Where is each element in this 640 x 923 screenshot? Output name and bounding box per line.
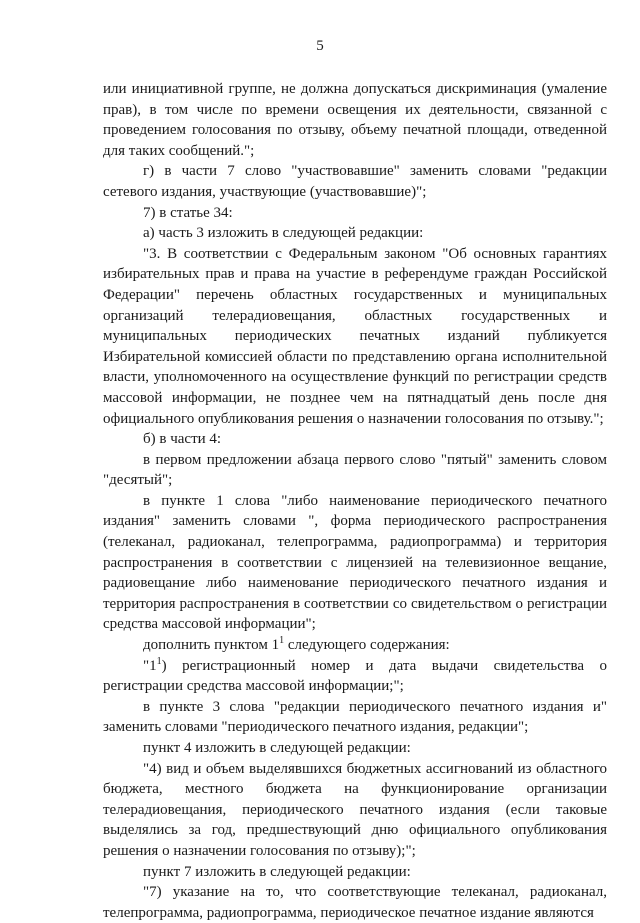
page-number: 5 bbox=[316, 38, 324, 54]
paragraph: б) в части 4: bbox=[143, 431, 222, 448]
paragraph: или инициативной группе, не должна допускаться дискриминация (умаление прав), в том числе по времени освещения их деятельности, связанной с проведением голосования по отзыву, объему печатной площади, отведенной для таких сообщений."; bbox=[103, 81, 607, 159]
paragraph: пункт 4 изложить в следующей редакции: bbox=[143, 740, 411, 756]
text-run: следующего содержания: bbox=[284, 637, 450, 654]
document-body bbox=[103, 79, 607, 923]
paragraph: в первом предложении абзаца первого слово "пятый" заменить словом "десятый"; bbox=[103, 451, 607, 489]
paragraph: в пункте 1 слова "либо наименование периодического печатного издания" заменить словами ", форма периодического распространения (телеканал, радиоканал, телепрограмма, радиопрограмма) и территория распространения в соответствии с лицензией на телевизионное вещание, радиовещание либо наименование периодического печатного издания и территория распространения в соответствии со свидетельством о регистрации средства массовой информации"; bbox=[103, 492, 607, 633]
paragraph: а) часть 3 изложить в следующей редакции: bbox=[143, 225, 424, 242]
paragraph: г) в части 7 слово "участвовавшие" заменить словами "редакции сетевого издания, участвующие (участвовавшие)"; bbox=[103, 163, 607, 200]
text-run: ) регистрационный номер и дата выдачи свидетельства о регистрации средства массовой информации;"; bbox=[103, 657, 607, 695]
paragraph: пункт 7 изложить в следующей редакции: bbox=[143, 863, 411, 880]
paragraph bbox=[103, 635, 607, 656]
paragraph: "3. В соответствии с Федеральным законом "Об основных гарантиях избирательных прав и права на участие в референдуме граждан Российской Федерации" перечень областных государственных и муниципальных организаций телерадиовещания, областных государственных и муниципальных периодических печатных изданий публикуется Избирательной комиссией области по представлению органа исполнительной власти, уполномоченного на осуществление функций по регистрации средств массовой информации, не позднее чем на пятнадцатый день после дня официального опубликования решения о назначении голосования по отзыву."; bbox=[103, 245, 607, 427]
superscript: 1 bbox=[156, 655, 162, 667]
paragraph: "7) указание на то, что соответствующие телеканал, радиоканал, телепрограмма, радиопрограмма, периодическое печатное издание являются bbox=[103, 884, 607, 921]
paragraph: "4) вид и объем выделявшихся бюджетных ассигнований из областного бюджета, местного бюджета на функционирование организации телерадиовещания, периодического печатного издания (если таковые выделялись за год, предшествующий дню официального опубликования решения о назначении голосования по отзыву);"; bbox=[103, 760, 607, 859]
superscript: 1 bbox=[279, 635, 285, 647]
text-run: дополнить пунктом 1 bbox=[143, 637, 280, 654]
text-run: "1 bbox=[143, 657, 157, 674]
paragraph bbox=[103, 656, 607, 697]
paragraph: в пункте 3 слова "редакции периодического печатного издания и" заменить словами "периодического печатного издания, редакции"; bbox=[103, 698, 607, 736]
paragraph: 7) в статье 34: bbox=[143, 204, 233, 221]
